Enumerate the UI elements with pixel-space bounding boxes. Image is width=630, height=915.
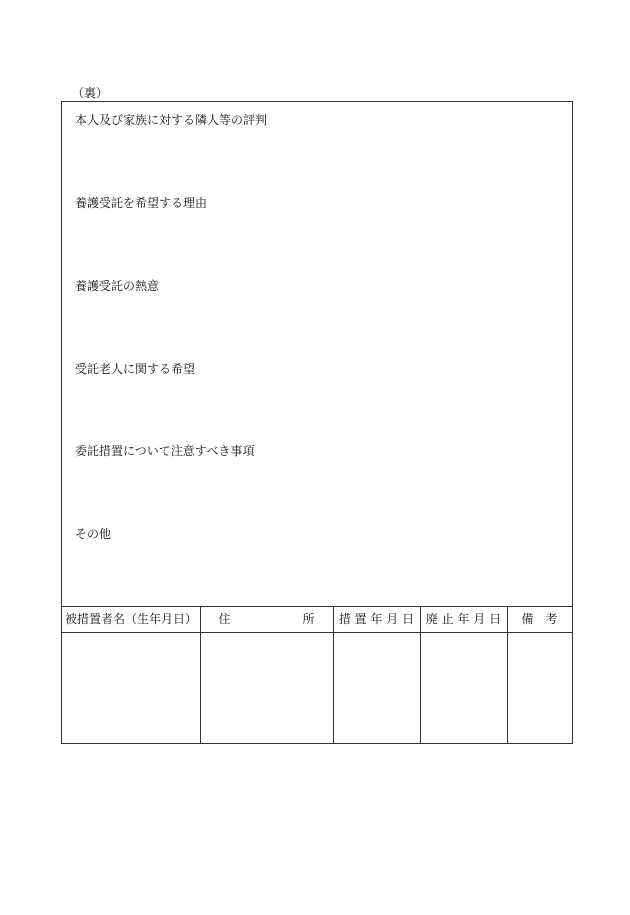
section-entrustment-notes: 委託措置について注意すべき事項 bbox=[75, 444, 255, 458]
section-reason-for-request: 養護受託を希望する理由 bbox=[75, 196, 208, 210]
header-address: 住 所 bbox=[218, 612, 315, 626]
section-enthusiasm: 養護受託の熱意 bbox=[75, 279, 160, 293]
section-neighbor-reputation: 本人及び家族に対する隣人等の評判 bbox=[75, 113, 268, 127]
header-name-birthdate: 被措置者名（生年月日） bbox=[64, 612, 197, 626]
reverse-side-label: （裏） bbox=[72, 86, 109, 100]
header-termination-date: 廃 止 年 月 日 bbox=[425, 612, 502, 626]
form-frame bbox=[61, 101, 573, 744]
section-other: その他 bbox=[75, 527, 112, 541]
header-remarks: 備 考 bbox=[521, 612, 558, 626]
section-elderly-preference: 受託老人に関する希望 bbox=[75, 362, 196, 376]
header-placement-date: 措 置 年 月 日 bbox=[338, 612, 415, 626]
